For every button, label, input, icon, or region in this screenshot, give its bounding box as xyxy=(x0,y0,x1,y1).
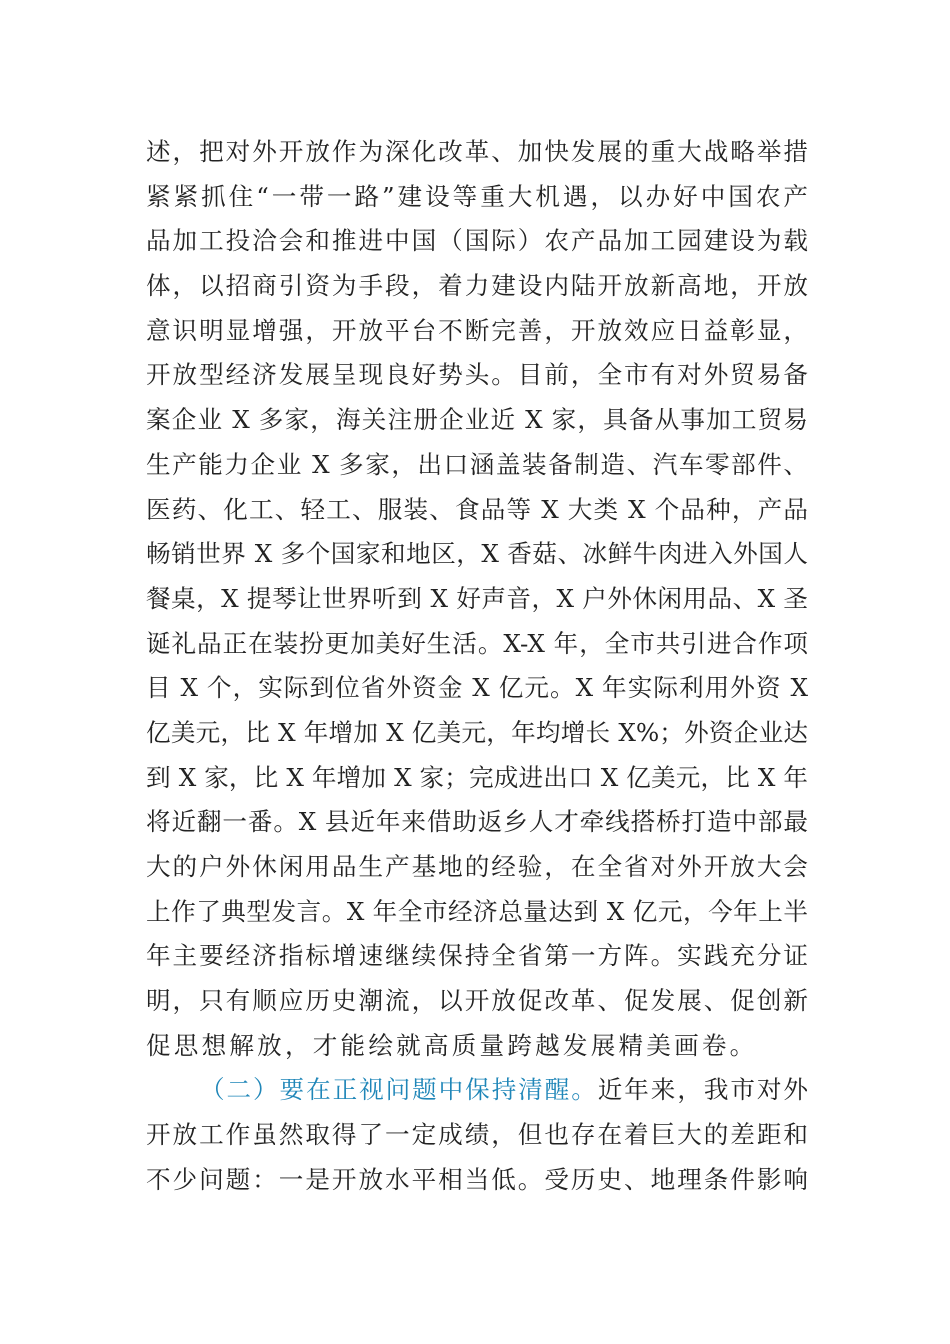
section-heading-line xyxy=(146,1068,808,1113)
text-line: 生产能力企业 X 多家，出口涵盖装备制造、汽车零部件、 xyxy=(146,449,808,479)
paragraph-last-line: 促思想解放，才能绘就高质量跨越发展精美画卷。 xyxy=(146,1030,758,1060)
text-line: 到 X 家，比 X 年增加 X 家；完成进出口 X 亿美元，比 X 年 xyxy=(146,762,808,792)
section-heading-continuation: 近年来，我市对外 xyxy=(597,1075,808,1105)
text-line: 开放型经济发展呈现良好势头。目前，全市有对外贸易备 xyxy=(146,360,808,390)
text-line: 餐桌，X 提琴让世界听到 X 好声音，X 户外休闲用品、X 圣 xyxy=(146,583,808,613)
text-line: 亿美元，比 X 年增加 X 亿美元，年均增长 X%；外资企业达 xyxy=(146,717,808,747)
text-line: 开放工作虽然取得了一定成绩，但也存在着巨大的差距和 xyxy=(146,1120,808,1150)
text-line: 紧紧抓住“一带一路”建设等重大机遇，以办好中国农产 xyxy=(146,181,808,211)
text-line: 目 X 个，实际到位省外资金 X 亿元。X 年实际利用外资 X xyxy=(146,673,808,703)
text-line: 医药、化工、轻工、服装、食品等 X 大类 X 个品种，产品 xyxy=(146,494,808,524)
text-line: 意识明显增强，开放平台不断完善，开放效应日益彰显， xyxy=(146,315,808,345)
text-line: 明，只有顺应历史潮流，以开放促改革、促发展、促创新 xyxy=(146,986,808,1016)
text-line: 大的户外休闲用品生产基地的经验，在全省对外开放大会 xyxy=(146,852,808,881)
text-line: 畅销世界 X 多个国家和地区，X 香菇、冰鲜牛肉进入外国人 xyxy=(146,539,808,569)
text-line: 将近翻一番。X 县近年来借助返乡人才牵线搭桥打造中部最 xyxy=(146,807,808,837)
text-line: 体，以招商引资为手段，着力建设内陆开放新高地，开放 xyxy=(146,271,808,301)
section-heading: （二）要在正视问题中保持清醒。 xyxy=(200,1075,598,1105)
document-body xyxy=(146,130,808,1203)
text-line: 诞礼品正在装扮更加美好生活。X-X 年，全市共引进合作项 xyxy=(146,628,808,658)
text-line: 年主要经济指标增速继续保持全省第一方阵。实践充分证 xyxy=(146,941,808,971)
text-line: 上作了典型发言。X 年全市经济总量达到 X 亿元，今年上半 xyxy=(146,896,808,926)
text-line: 案企业 X 多家，海关注册企业近 X 家，具备从事加工贸易 xyxy=(146,405,808,435)
text-line: 品加工投洽会和推进中国（国际）农产品加工园建设为载 xyxy=(146,226,808,256)
text-line: 述，把对外开放作为深化改革、加快发展的重大战略举措 xyxy=(146,137,808,166)
text-line: 不少问题：一是开放水平相当低。受历史、地理条件影响 xyxy=(146,1164,808,1194)
